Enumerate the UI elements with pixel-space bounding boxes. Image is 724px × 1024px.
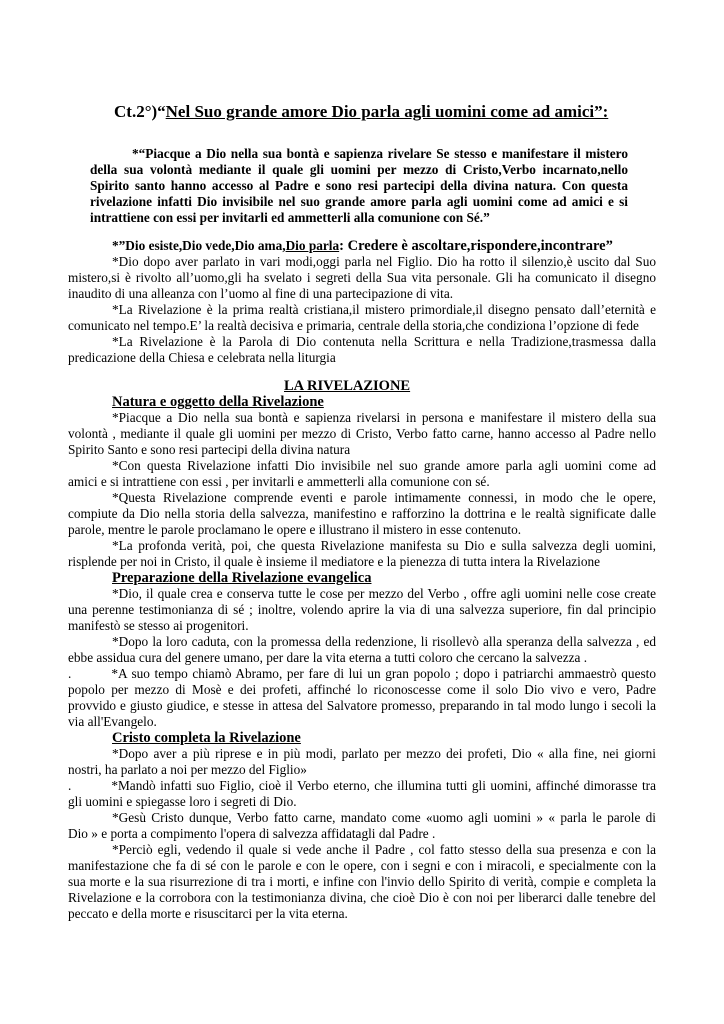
text-line: peccato e della morte e risuscitarci per la vita eterna. xyxy=(68,906,348,921)
text-line: *Dopo la loro caduta, con la promessa della redenzione, li risollevò alla speranza della salvezza , ed xyxy=(112,634,656,649)
text-line: risplende per noi in Cristo, il quale è insieme il mediatore e la pienezza di tutta intera la Rivelazione xyxy=(68,554,601,569)
text-line: *Questa Rivelazione comprende eventi e parole intimamente connessi, in modo che le opere, xyxy=(112,490,656,505)
subsection-title: Preparazione della Rivelazione evangelica xyxy=(112,570,372,586)
text-line: via all'Evangelo. xyxy=(68,714,157,729)
text-line: amici e si intrattiene con essi , per invitarli e ammetterli alla comunione con sé. xyxy=(68,474,490,489)
intro-quote-line-5: intrattiene con essi per invitarli ed ammetterli alla comunione con Sé.” xyxy=(90,210,490,225)
text-line: popolo per mezzo di Mosè e dei profeti, affinché lo riconoscesse come il solo Dio vivo e vero, Padre xyxy=(68,682,656,697)
intro-quote-line-4: rivelazione infatti Dio invisibile nel suo grande amore parla agli uomini come ad amici e si xyxy=(90,194,628,209)
text-line: Dio » e porta a compimento l'opera di salvezza affidatagli dal Padre . xyxy=(68,826,436,841)
text-line: mistero,si è rivolto all’uomo,gli ha svelato i segreti della Sua vita personale. Gli ha comunicato il disegno xyxy=(68,270,656,285)
subsection-title: Cristo completa la Rivelazione xyxy=(112,730,301,746)
text-line: ebbe assidua cura del genere umano, per dare la vita eterna a tutti coloro che cercano la salvezza . xyxy=(68,650,588,665)
intro-quote-line-1: *“Piacque a Dio nella sua bontà e sapienza rivelare Se stesso e manifestare il mistero xyxy=(132,146,628,161)
text-line: *La profonda verità, poi, che questa Rivelazione manifesta su Dio e sulla salvezza degli uomini, xyxy=(112,538,656,553)
text-line: predicazione della Chiesa e celebrata nella liturgia xyxy=(68,350,336,365)
text-line: volontà , mediante il quale gli uomini per mezzo di Cristo, Verbo fatto carne, hanno accesso al Padre nello xyxy=(68,426,656,441)
text-line: *La Rivelazione è la prima realtà cristiana,il mistero primordiale,il disegno pensato dall’eternità e xyxy=(112,302,656,317)
text-line: comunicato nel tempo.E’ la realtà decisiva e primaria, centrale della storia,che condiziona l’opzione di fede xyxy=(68,318,639,333)
text-line: . *Mandò infatti suo Figlio, cioè il Verbo eterno, che illumina tutti gli uomini, affinché dimorasse tra xyxy=(68,778,656,793)
section-heading: LA RIVELAZIONE xyxy=(284,378,411,394)
text-line: manifestò se stesso ai progenitori. xyxy=(68,618,249,633)
text-line: una perenne testimonianza di sé ; inoltre, volendo aprire la via di una salvezza superiore, fin dal principio xyxy=(68,602,656,617)
text-line: inaudito di una alleanza con l’uomo al fine di una partecipazione di vita. xyxy=(68,286,454,301)
text-line: *Gesù Cristo dunque, Verbo fatto carne, mandato come «uomo agli uomini » « parla le parole di xyxy=(112,810,656,825)
section-subheading: *”Dio esiste,Dio vede,Dio ama,Dio parla: Credere è ascoltare,rispondere,incontrare” xyxy=(112,238,613,254)
text-line: Spirito Santo e sono resi partecipi della divina natura xyxy=(68,442,351,457)
text-line: gli uomini e spiegasse loro i segreti di Dio. xyxy=(68,794,297,809)
intro-quote-line-3: Spirito santo hanno accesso al Padre e sono resi partecipi della divina natura. Con questa xyxy=(90,178,628,193)
text-line: compiute da Dio nella storia della salvezza, manifestino e rafforzino la dottrina e le realtà significate dalle xyxy=(68,506,656,521)
subsection-title: Natura e oggetto della Rivelazione xyxy=(112,394,324,410)
text-line: sua morte e la sua risurrezione di tra i morti, e infine con l'invio dello Spirito di verità, compie e completa la xyxy=(68,874,656,889)
text-line: parole, mentre le parole proclamano le opere e illustrano il mistero in esse contenuto. xyxy=(68,522,522,537)
text-line: provvido e giusto giudice, e stesse in attesa del Salvatore promesso, preparando in tal modo lungo i secoli la xyxy=(68,698,656,713)
text-line: *La Rivelazione è la Parola di Dio contenuta nella Scrittura e nella Tradizione,trasmessa dalla xyxy=(112,334,656,349)
text-line: *Dio dopo aver parlato in vari modi,oggi parla nel Figlio. Dio ha rotto il silenzio,è uscito dal Suo xyxy=(112,254,656,269)
text-line: manifestazione che fa di sé con le parole e con le opere, con i segni e con i miracoli, e specialmente con la xyxy=(68,858,656,873)
text-line: *Dopo aver a più riprese e in più modi, parlato per mezzo dei profeti, Dio « alla fine, nei giorni xyxy=(112,746,656,761)
intro-quote-line-2: della sua volontà mediante il quale gli uomini per mezzo di Cristo,Verbo incarnato,nello xyxy=(90,162,628,177)
text-line: Rivelazione e la corrobora con la testimonianza divina, che cioè Dio è con noi per liberarci dalle tenebre del xyxy=(68,890,656,905)
text-line: nostri, ha parlato a noi per mezzo del Figlio» xyxy=(68,762,307,777)
text-line: *Con questa Rivelazione infatti Dio invisibile nel suo grande amore parla agli uomini come ad xyxy=(112,458,656,473)
text-line: . *A suo tempo chiamò Abramo, per fare di lui un gran popolo ; dopo i patriarchi ammaestrò questo xyxy=(68,666,656,681)
text-line: *Dio, il quale crea e conserva tutte le cose per mezzo del Verbo , offre agli uomini nelle cose create xyxy=(112,586,656,601)
text-line: *Perciò egli, vedendo il quale si vede anche il Padre , col fatto stesso della sua presenza e con la xyxy=(112,842,656,857)
text-line: *Piacque a Dio nella sua bontà e sapienza rivelarsi in persona e manifestare il mistero della sua xyxy=(112,410,656,425)
page-title: Ct.2°)“Nel Suo grande amore Dio parla agli uomini come ad amici”: xyxy=(114,102,609,121)
